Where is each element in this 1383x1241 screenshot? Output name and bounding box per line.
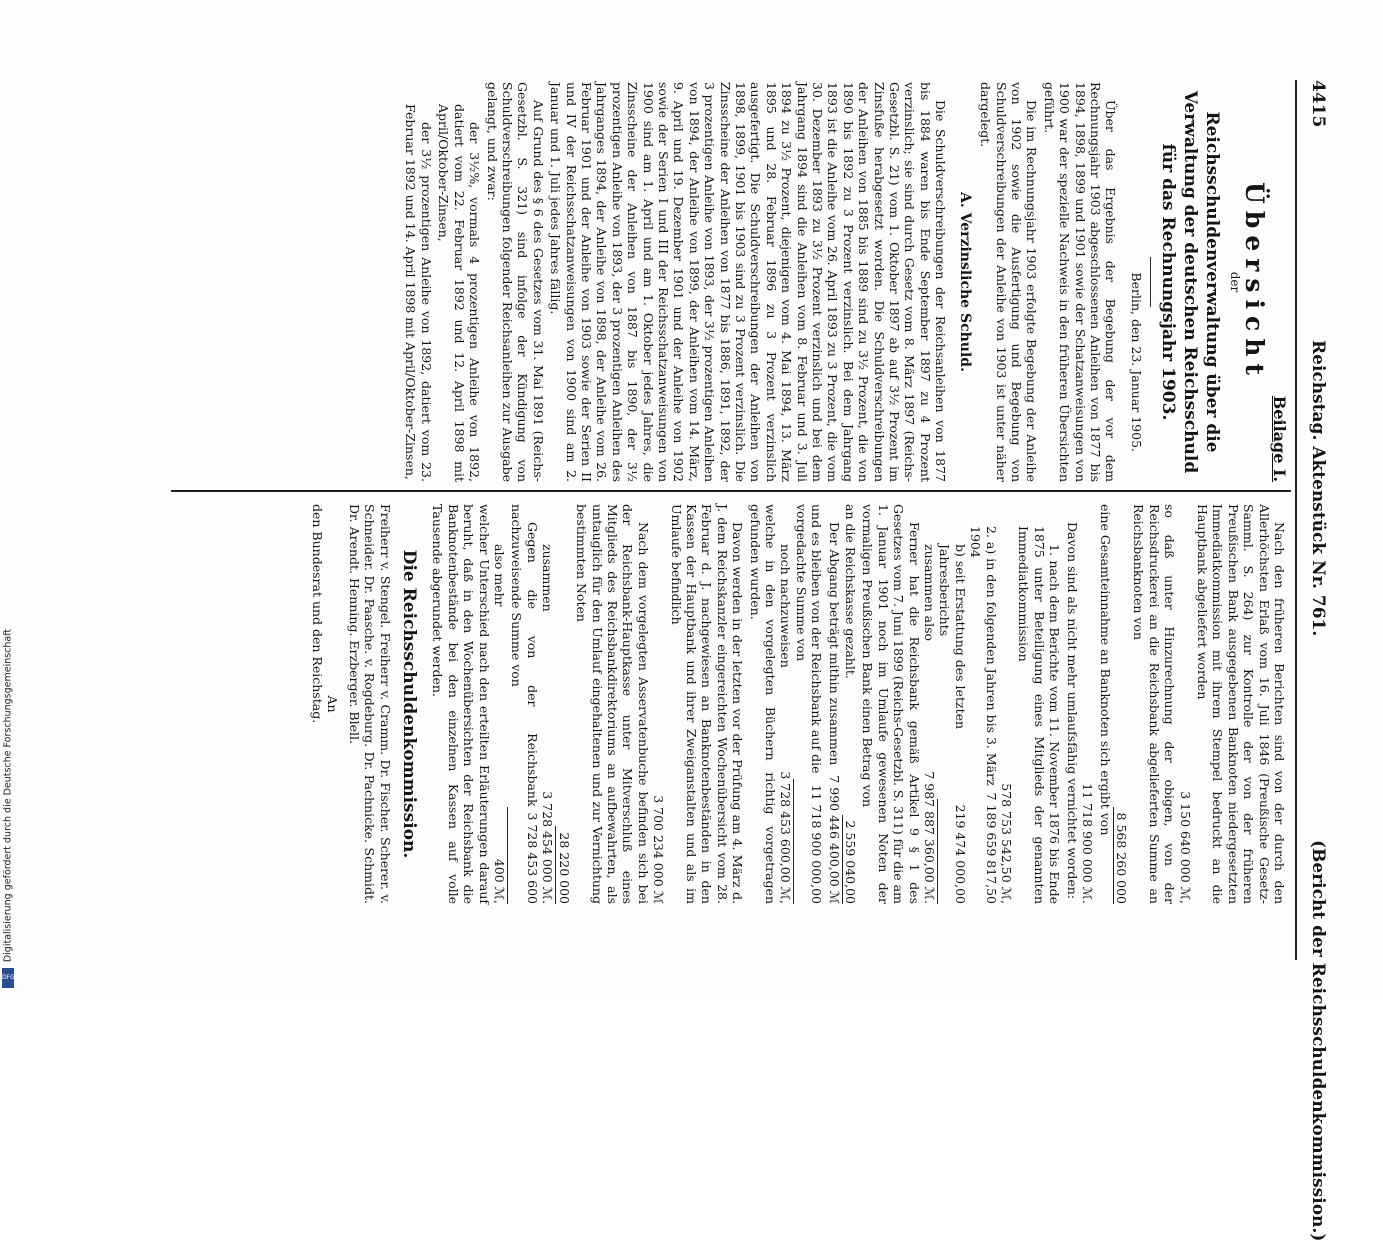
- amount: 7 987 887 360,00 ℳ.: [922, 771, 938, 904]
- amount: 3 728 454 000 ℳ.: [540, 791, 556, 904]
- list-item-1: der 3½%, vormals 4 prozentigen Anleihe von 1892, datiert vom 22. Februar 1892 und 12. April 1898 mit April/Oktober-Zinsen,: [436, 104, 483, 482]
- amount: 400 ℳ,: [492, 858, 508, 904]
- bank-paragraph-3: Ferner hat die Reichsbank gemäß Artikel 9 § 1 des Gesetzes vom 7. Juni 1899 (Reichs-Gesetzbl. S. 311) für die am 1. Januar 1901 noch im Umlaufe gewesenen Noten der vormaligen Preußischen Bank einen Betrag von: [860, 504, 922, 904]
- report-subtitle: Reichsschuldenverwaltung über die Verwaltung der deutschen Reichsschuld für das Rechnungsjahr 1903.: [1157, 90, 1222, 474]
- amount-row: [492, 504, 507, 904]
- bank-paragraph-1c: eine Gesamteinnahme an Banknoten sich ergibt von: [1097, 504, 1113, 836]
- amount-row: [555, 504, 571, 904]
- amount: 219 474 000,00: [937, 799, 968, 904]
- amount: 7 189 659 817,50: [983, 792, 999, 904]
- dateline: Berlin, den 23. Januar 1905.: [1128, 272, 1144, 452]
- amount-row: [651, 504, 666, 904]
- item-1: 1. nach dem Berichte vom 11. November 1876 bis Ende 1875 unter Beteiligung eines Mitglieds der genannten Immediatkommission: [1016, 526, 1063, 904]
- amount: 11 718 900 000 ℳ.: [1080, 783, 1096, 904]
- amount-row: [824, 504, 841, 904]
- amount-row: [937, 504, 968, 904]
- item-2a: 2. a) in den folgenden Jahren bis 3. März 1904: [968, 526, 999, 786]
- commission-title: Die Reichsschuldenkommission.: [399, 549, 420, 859]
- amount-row: [1080, 504, 1095, 904]
- column-beilage: [401, 82, 1287, 482]
- amount: 3 728 453 600: [507, 807, 540, 904]
- paragraph-4: Auf Grund des § 6 des Gesetzes vom 31. Mai 1891 (Reichs-Gesetzbl. S. 321) sind infolge der Kündigung von Schuldverschreibungen folgender Reichsanleihen zur Ausgabe gelangt, und zwar:: [484, 82, 546, 482]
- amount: 3 150 640 000 ℳ,: [1177, 791, 1193, 904]
- signatures: Freiherr v. Stengel. Freiherr v. Cramm. Dr. Fischer. Scherer. v. Schneider. Dr. Paasche. v. Rogdeburg. Dr. Pachnicke. Schmidt. Dr. Arendt. Henning. Erzberger. Blell.: [346, 504, 393, 904]
- amount: 11 718 900 000,00: [793, 779, 824, 904]
- bank-text-4c: noch nachzuweisen: [778, 544, 794, 668]
- bank-text-3b: an die Reichskasse gezahlt.: [843, 504, 859, 679]
- amount: 2 559 040,00: [842, 815, 858, 905]
- report-title: Übersicht: [1239, 182, 1269, 382]
- amount-row: [1113, 504, 1129, 904]
- bank-paragraph-1: [1195, 504, 1287, 904]
- bank-paragraph-7: Nach dem vorgelegten Asservatenbuche befinden sich bei der Reichsbank-Hauptkasse unter Mitverschluß eines Mitglieds des Reichsbankdirektoriums an aufbewahrten, als untauglich für den Umlauf eingehaltenen und zur Vernichtung bestimmten Noten: [574, 504, 651, 904]
- column-banknotes: [308, 504, 1287, 904]
- amount-row: [999, 504, 1014, 904]
- amount: 7 990 446 400,00 ℳ: [826, 775, 842, 904]
- amount: 28 220 000: [555, 826, 571, 904]
- amount-row: [793, 504, 824, 904]
- bank-text-1: Nach den früheren Berichten sind von der durch den Allerhöchsten Erlaß vom 16. Juli 1846 (Preußische Gesetz-Samml. S. 264) zur Kontrolle der von der früheren Preußischen Bank ausgegebenen Banknoten niedergesetzten Immediatkommission mit ihrem Stempel bedruckt an die Hauptbank abgeliefert worden: [1194, 504, 1287, 904]
- amount: 8 568 260 000: [1113, 807, 1129, 904]
- amount-row: [842, 504, 858, 904]
- bank-paragraph-5: welche in den vorgelegten Büchern richtig vorgetragen gefunden wurden.: [747, 504, 778, 904]
- amount: 578 753 542,50 ℳ,: [999, 783, 1015, 904]
- bank-paragraph-2: Davon sind als nicht mehr umlaufsfähig vernichtet worden:: [1064, 522, 1080, 900]
- section-heading-a: A. Verzinsliche Schuld.: [956, 192, 973, 372]
- bank-paragraph-6: Davon werden in der letzten vor der Prüfung am 4. März d. J. dem Reichskanzler eingereichten Wochenübersicht vom 28. Februar d. J. nachgewiesen an Banknotenbeständen in den Kassen der Hauptbank und ihrer Zweiganstalten und als im Umlaufe befindlich: [668, 504, 746, 904]
- paragraph-2: Die im Rechnungsjahr 1903 erfolgte Begebung der Anleihe von 1902 sowie die Ausfertigung und Begebung von Schuldverschreibungen der Anleihe von 1903 ist unter näher dargelegt.: [978, 82, 1040, 482]
- item-total: zusammen also: [922, 544, 938, 642]
- funding-note-text: Digitalisierung gefördert durch die Deutsche Forschungsgemeinschaft: [2, 628, 14, 963]
- paragraph-1: Über das Ergebnis der Begebung der vor dem Rechnungsjahr 1903 abgeschlossenen Anleihen von 1877 bis 1894, 1898, 1899 und 1901 sowie der Schatzanweisungen von 1900 war der spezielle Nachweis in den früheren Übersichten geführt.: [1041, 82, 1119, 482]
- header-subtitle: (Bericht der Reichsschuldenkommission.): [1308, 840, 1328, 1241]
- bank-text-4: Der Abgang beträgt mithin zusammen: [826, 522, 842, 766]
- beilage-label: Beilage I.: [1270, 395, 1289, 482]
- title-rule: [1150, 257, 1151, 307]
- bank-paragraph-9: welcher Unterschied nach den erteilten Erläuterungen darauf beruht, daß in den Wochenübersichten der Reichsbank die Banknotenbestände bei den einzelnen Kassen auf volle Tausende abgerundet werden.: [430, 504, 492, 904]
- dfg-logo-icon: DFG: [2, 968, 14, 988]
- amount-row: [540, 504, 555, 904]
- header-rule: [1295, 80, 1297, 960]
- bank-text-8: Gegen die von der Reichsbank nachzuweisende Summe von: [509, 504, 540, 807]
- page-number: 4415: [1308, 80, 1328, 128]
- address-an: An: [325, 695, 341, 713]
- amount-row: [507, 504, 540, 904]
- report-der: der: [1228, 271, 1243, 293]
- amount: 3 700 234 000 ℳ: [651, 795, 667, 904]
- amount-row: [778, 504, 793, 904]
- recipients: den Bundesrat und den Reichstag.: [310, 504, 326, 724]
- bank-paragraph-1b: so daß unter Hinzurechnung der obigen, von der Reichsdruckerei an die Reichsbank abgelieferten Summe an Reichsbanknoten von: [1131, 504, 1178, 904]
- amount-row: [1177, 504, 1192, 904]
- column-divider: [171, 490, 1291, 492]
- item-2b: b) seit Erstattung des letzten Jahresberichts: [937, 544, 968, 730]
- bank-text-7b: zusammen: [540, 544, 556, 612]
- bank-text-8b: also mehr: [492, 544, 508, 607]
- page-header: [1298, 80, 1328, 1241]
- amount-row: [922, 504, 937, 904]
- bank-text-4b: und es bleiben von der Reichsbank auf die vorgedachte Summe von: [793, 504, 825, 774]
- header-title: Reichstag. Aktenstück Nr. 761.: [1308, 340, 1328, 637]
- list-item-2: der 3½ prozentigen Anleihe von 1892, datiert vom 23. Februar 1892 und 14. April 1898 mit April/Oktober-Zinsen,: [403, 104, 434, 482]
- amount: 3 728 453 600,00 ℳ,: [778, 771, 794, 904]
- amount-row: [968, 504, 999, 904]
- paragraph-3: Die Schuldverschreibungen der Reichsanleihen von 1877 bis 1884 waren bis Ende September 1897 zu 4 Prozent verzinslich; sie sind durch Gesetz vom 8. März 1897 (Reichs-Gesetzbl. S. 21) vom 1. Oktober 1897 ab auf 3½ Prozent im Zinsfuße herabgesetzt worden. Die Schuldverschreibungen der Anleihen von 1885 bis 1889 sind zu 3½ Prozent, die von 1890 bis 1892 zu 3 Prozent verzinslich. Bei dem Jahrgang 1893 ist die Anleihe vom 26. April 1893 zu 3 Prozent, die vom 30. Dezember 1893 zu 3½ Prozent verzinslich und bei dem Jahrgang 1894 sind die Anleihen vom 8. Februar und 3. Juli 1894 zu 3½ Prozent, diejenigen vom 4. Mai 1894, 13. März 1895 und 28. Februar 1896 zu 3 Prozent verzinslich ausgefertigt. Die Schuldverschreibungen der Anleihen von 1898, 1899, 1901 bis 1903 sind zu 3 Prozent verzinslich. Die Zinsscheine der Anleihen von 1877 bis 1886, 1891, 1892, der 3 prozentigen Anleihe von 1893, der 3½ prozentigen Anleihen von 1894, der Anleihe von 1899, der Anleihen vom 14. März, 9. April und 19. Dezember 1901 und der Anleihe von 1902 sowie der Serien I und III der Reichsschatzanweisungen von 1900 sind am 1. April und am 1. Oktober jedes Jahres, die Zinsscheine der Anleihen von 1887 bis 1890, der 3½ prozentigen Anleihe von 1893, der 3 prozentigen Anleihen des Jahrganges 1894, der Anleihe von 1898, der Anleihe vom 26. Februar 1901 und der Anleihe von 1903 sowie der Serien II und IV der Reichsschatzanweisungen von 1900 sind am 2. Januar und 1. Juli jedes Jahres fällig.: [548, 82, 949, 482]
